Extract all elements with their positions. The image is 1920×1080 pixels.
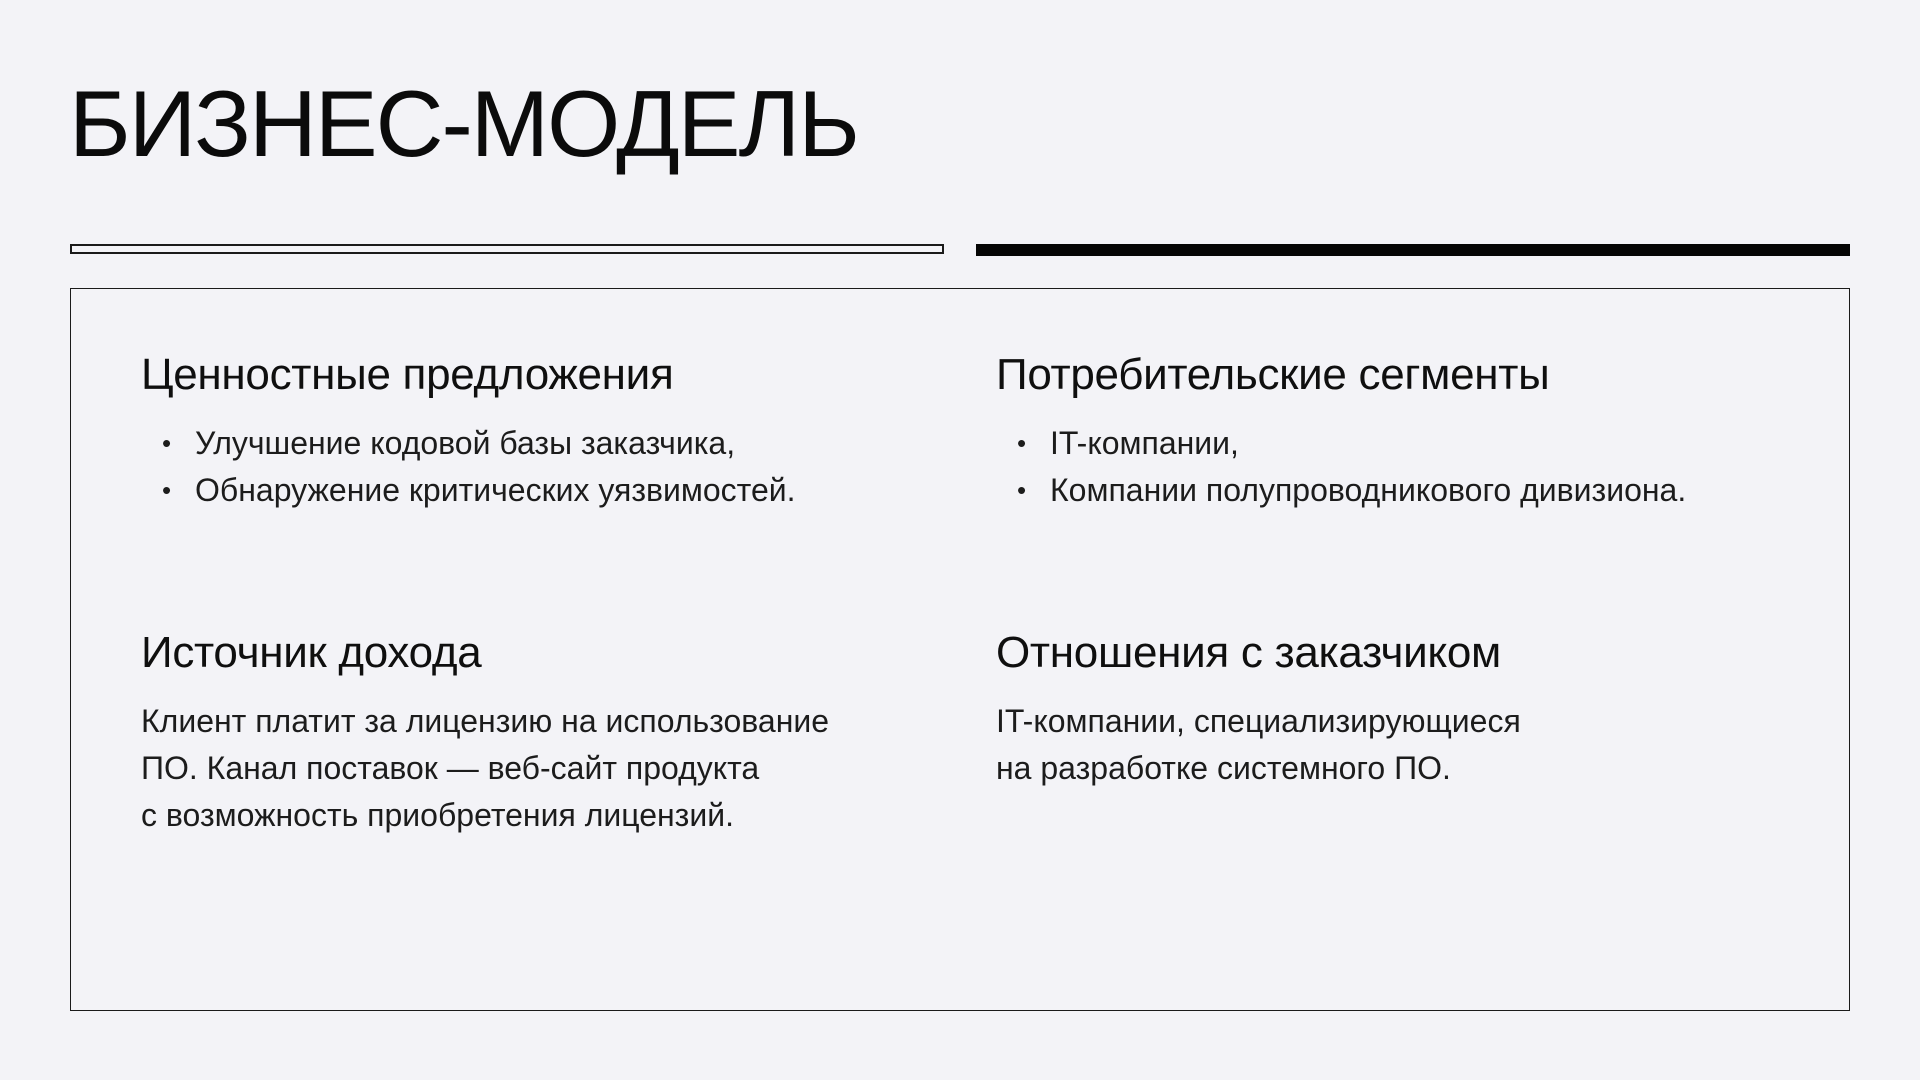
section-value-propositions xyxy=(141,349,941,514)
bullet-list xyxy=(996,420,1796,514)
list-item: • IT-компании, xyxy=(1050,420,1796,467)
section-text xyxy=(996,698,1796,792)
business-model-box xyxy=(70,288,1850,1011)
slide-title: БИЗНЕС-МОДЕЛЬ xyxy=(69,71,858,176)
bullet-list xyxy=(141,420,941,514)
section-customer-segments xyxy=(996,349,1796,514)
list-item: • Улучшение кодовой базы заказчика, xyxy=(195,420,941,467)
text-line: IT-компании, специализирующиеся xyxy=(996,702,1521,739)
section-heading: Ценностные предложения xyxy=(141,350,674,399)
section-heading: Потребительские сегменты xyxy=(996,350,1550,399)
list-item: • Компании полупроводникового дивизиона. xyxy=(1050,467,1796,514)
divider-solid xyxy=(976,244,1850,256)
text-line: с возможность приобретения лицензий. xyxy=(141,796,734,833)
text-line: на разработке системного ПО. xyxy=(996,749,1451,786)
section-heading: Источник дохода xyxy=(141,628,482,677)
divider-outline xyxy=(70,244,944,254)
section-revenue-source xyxy=(141,627,941,839)
list-item: • Обнаружение критических уязвимостей. xyxy=(195,467,941,514)
section-text xyxy=(141,698,941,839)
section-heading: Отношения с заказчиком xyxy=(996,628,1501,677)
text-line: Клиент платит за лицензию на использование xyxy=(141,702,830,739)
text-line: ПО. Канал поставок — веб-сайт продукта xyxy=(141,749,760,786)
section-customer-relations xyxy=(996,627,1796,792)
